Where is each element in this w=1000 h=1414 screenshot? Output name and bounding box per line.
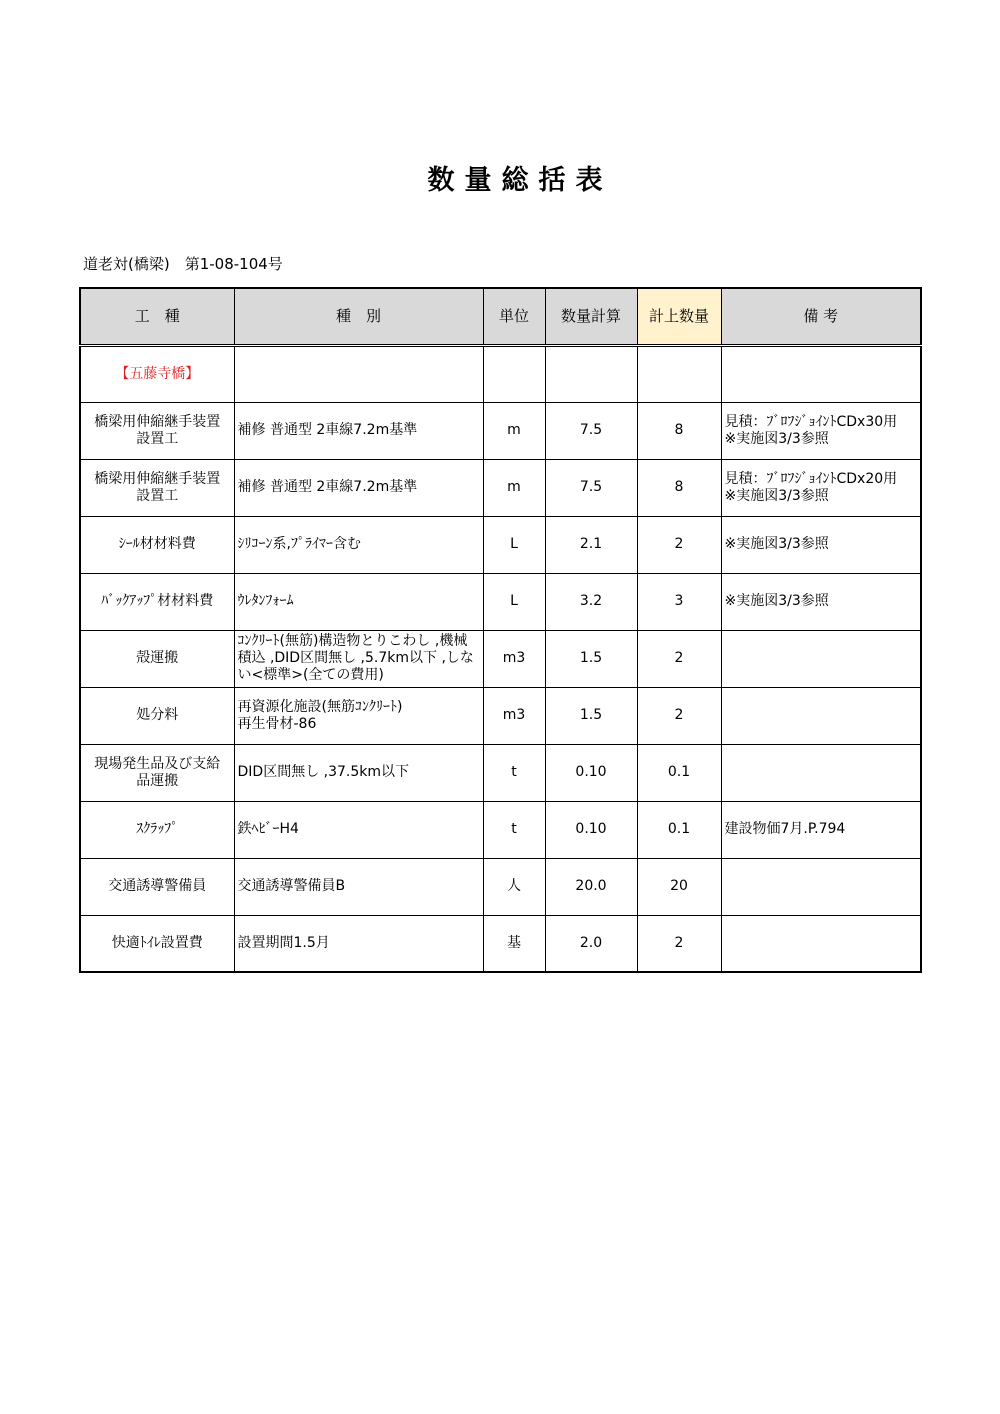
document-number: 道老対(橋梁) 第1-08-104号 [83,255,283,273]
kind-line: 橋梁用伸縮継手装置 [94,413,221,430]
type-line: ｺﾝｸﾘｰﾄ(無筋)構造物とりこわし ,機械 [237,633,468,649]
cell-unit: m [483,459,545,516]
cell-qty: 8 [637,459,721,516]
kind-line: 現場発生品及び支給 [94,755,221,772]
cell-type [234,630,483,687]
cell-unit: t [483,744,545,801]
cell-unit: 基 [483,915,545,972]
kind-line: ｽｸﾗｯﾌﾟ [136,821,179,837]
table-row [80,687,921,744]
cell-kind [80,744,234,801]
kind-line: 殻運搬 [136,650,179,666]
type-line: 交通誘導警備員B [237,878,346,894]
header-kind: 工 種 [80,288,234,345]
cell-note [721,858,921,915]
cell-kind [80,630,234,687]
cell-calc: 2.0 [545,915,637,972]
cell-calc: 1.5 [545,687,637,744]
kind-line: ﾊﾞｯｸｱｯﾌﾟ材材料費 [101,593,214,609]
cell-qty: 0.1 [637,744,721,801]
type-line: い<標準>(全ての費用) [237,667,384,683]
cell-note [721,402,921,459]
table-row [80,858,921,915]
cell-calc: 1.5 [545,630,637,687]
kind-line: 橋梁用伸縮継手装置 [94,470,221,487]
kind-line: 処分料 [136,707,179,723]
empty-cell [234,345,483,402]
cell-kind [80,915,234,972]
type-line: 補修 普通型 2車線7.2m基準 [237,422,418,438]
cell-type [234,687,483,744]
cell-calc: 0.10 [545,744,637,801]
note-line: ※実施図3/3参照 [724,593,829,609]
section-row [80,345,921,402]
page-title: 数量総括表 [427,165,613,196]
section-label: 【五藤寺橋】 [80,345,234,402]
cell-unit: 人 [483,858,545,915]
cell-type [234,858,483,915]
cell-note [721,687,921,744]
note-line: ※実施図3/3参照 [724,430,829,447]
cell-calc: 0.10 [545,801,637,858]
kind-line: 設置工 [136,430,179,447]
kind-line: ｼｰﾙ材材料費 [118,536,196,552]
empty-cell [483,345,545,402]
cell-calc: 3.2 [545,573,637,630]
kind-line: 品運搬 [136,772,179,789]
cell-unit: t [483,801,545,858]
cell-calc: 7.5 [545,459,637,516]
note-line: 建設物価7月.P.794 [724,821,846,837]
cell-type [234,459,483,516]
kind-line: 快適ﾄｲﾚ設置費 [111,934,203,951]
type-line: ｼﾘｺｰﾝ系,ﾌﾟﾗｲﾏｰ含む [237,536,361,552]
type-line: 設置期間1.5月 [237,934,330,951]
cell-qty: 3 [637,573,721,630]
cell-qty: 2 [637,915,721,972]
note-line: 見積：ﾌﾞﾛﾌｼﾞｮｲﾝﾄCDx20用 [724,470,898,487]
header-type: 種 別 [234,288,483,345]
type-line: 鉄ﾍﾋﾞｰH4 [237,821,299,837]
quantity-summary-table [79,287,922,973]
header-qty: 計上数量 [637,288,721,345]
cell-qty: 8 [637,402,721,459]
cell-note [721,744,921,801]
cell-qty: 0.1 [637,801,721,858]
cell-type [234,516,483,573]
type-line: 再生骨材-86 [237,715,317,732]
cell-qty: 2 [637,630,721,687]
cell-type [234,573,483,630]
kind-line: 設置工 [136,487,179,504]
cell-unit: L [483,573,545,630]
table-row [80,630,921,687]
cell-kind [80,573,234,630]
cell-note [721,516,921,573]
cell-calc: 7.5 [545,402,637,459]
note-line: 見積：ﾌﾞﾛﾌｼﾞｮｲﾝﾄCDx30用 [724,413,898,430]
cell-qty: 20 [637,858,721,915]
table-row [80,402,921,459]
table-row [80,744,921,801]
cell-unit: m [483,402,545,459]
table-row [80,573,921,630]
cell-calc: 2.1 [545,516,637,573]
type-line: 補修 普通型 2車線7.2m基準 [237,479,418,495]
cell-note [721,459,921,516]
cell-note [721,573,921,630]
empty-cell [721,345,921,402]
cell-type [234,402,483,459]
cell-note [721,630,921,687]
cell-calc: 20.0 [545,858,637,915]
cell-kind [80,687,234,744]
table-row [80,801,921,858]
cell-type [234,915,483,972]
empty-cell [637,345,721,402]
header-calc: 数量計算 [545,288,637,345]
cell-kind [80,801,234,858]
note-line: ※実施図3/3参照 [724,536,829,552]
cell-type [234,801,483,858]
type-line: 積込 ,DID区間無し ,5.7km以下 ,しな [237,650,474,666]
type-line: DID区間無し ,37.5km以下 [237,764,410,780]
cell-kind [80,459,234,516]
cell-kind [80,858,234,915]
cell-unit: L [483,516,545,573]
table-row [80,915,921,972]
header-note: 備 考 [721,288,921,345]
cell-qty: 2 [637,687,721,744]
type-line: ｳﾚﾀﾝﾌｫｰﾑ [237,593,294,609]
cell-type [234,744,483,801]
kind-line: 交通誘導警備員 [108,878,207,894]
cell-kind [80,516,234,573]
cell-note [721,915,921,972]
table-row [80,516,921,573]
cell-unit: m3 [483,630,545,687]
table-row [80,459,921,516]
table-header-row [80,288,921,345]
note-line: ※実施図3/3参照 [724,487,829,504]
cell-kind [80,402,234,459]
cell-unit: m3 [483,687,545,744]
empty-cell [545,345,637,402]
cell-note [721,801,921,858]
header-unit: 単位 [483,288,545,345]
cell-qty: 2 [637,516,721,573]
type-line: 再資源化施設(無筋ｺﾝｸﾘｰﾄ) [237,698,403,715]
